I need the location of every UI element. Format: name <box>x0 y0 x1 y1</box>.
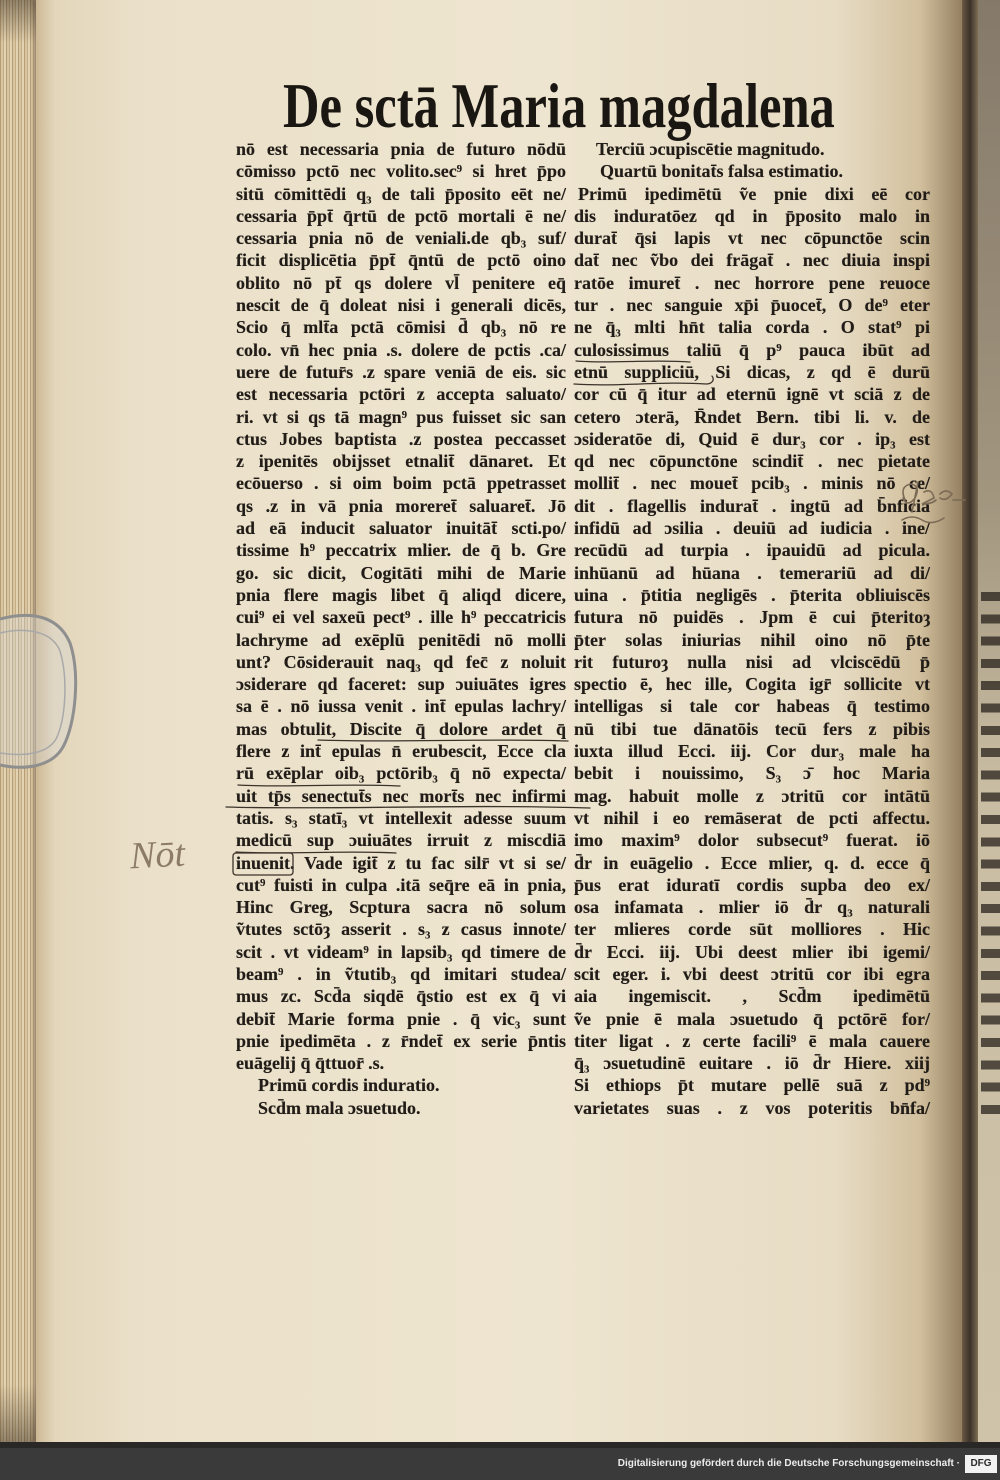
right-column-line: p̄ter solas iniurias nihil oino nō p̄te <box>574 629 930 650</box>
right-column-line: d̄r Ecci. iij. Ubi deest mlier ibi igemi/ <box>574 941 930 962</box>
right-column-line: imo maxim⁹ dolor subsecut⁹ fuerat. iō <box>574 830 930 851</box>
right-column-line: spectio ē, hec ille, Cogita igr̄ sollicite vt <box>574 674 930 695</box>
left-column-line: mus zc. Scd̄a siqdē q̄stio est ex q̄ vi <box>236 986 566 1007</box>
right-column-line: intelligas si tale cor habeas q̄ testimo <box>574 696 930 717</box>
left-column-line: ctus Jobes baptista .z postea peccasset <box>236 428 566 449</box>
left-column-line: cut⁹ fuisti in culpa .itā seq̄re eā in pnia, <box>236 874 566 895</box>
page-clip-icon <box>0 605 80 780</box>
left-column-line: ṽtutes sctōȝ asserit . s₃ z casus innote/ <box>236 919 566 940</box>
right-column-line: Primū ipedimētū ṽe pnie dixi eē cor <box>578 183 930 204</box>
running-title: De sctā Maria magdalena <box>283 70 835 141</box>
left-column-line: colo. vn̄ hec pnia .s. dolere de pctis .ca/ <box>236 339 566 360</box>
left-column-line: rū exēplar oib₃ pctōrib₃ q̄ nō expecta/ <box>236 763 566 784</box>
dfg-logo-icon: DFG <box>965 1455 997 1473</box>
right-column-line: p̄us erat iduratī cordis supba deo ex/ <box>574 874 930 895</box>
right-column-line: dit . flagellis indurat̄ . ingtū ad b̄nficia <box>574 495 930 516</box>
left-column-line: cessaria p̄pt̄ q̄rtū de pctō mortali ē ne/ <box>236 205 566 226</box>
left-column-line: beam⁹ . in ṽtutib₃ qd imitari studea/ <box>236 963 566 984</box>
left-column-line: debit̄ Marie forma pnie . q̄ vic₃ sunt <box>236 1008 566 1029</box>
right-column-line: d̄r in euāgelio . Ecce mlier, q. d. ecce q̄ <box>574 852 930 873</box>
left-column-line: est necessaria pctōri z accepta saluato/ <box>236 384 566 405</box>
left-column-line: ɔsiderare qd faceret: sup ɔuiuātes igres <box>236 674 566 695</box>
right-column-line: inhūanū ad hūana . temerariū ad di/ <box>574 562 930 583</box>
left-column-line: Hinc Greg, Scptura sacra nō solum <box>236 897 566 918</box>
left-column-line: Primū cordis induratio. <box>258 1075 440 1096</box>
right-column-line: qd nec cōpunctōne scindit̄ . nec pietate <box>574 451 930 472</box>
right-column-line: titer ligat . z certe facili⁹ ē mala cauere <box>574 1030 930 1051</box>
right-column-line: varietates suas . z vos poteritis bn̄fa/ <box>574 1097 930 1118</box>
left-text-column <box>236 138 566 1119</box>
right-column-line: q̄₃ ɔsuetudinē euitare . iō d̄r Hiere. xiij <box>574 1053 930 1074</box>
left-column-line: medicū sup ɔuiuātes irruit z miscdiā <box>236 830 566 851</box>
right-column-line: scit eger. i. vbi deest ɔtritū cor ibi egra <box>574 963 930 984</box>
left-column-line: unt? Cōsiderauit naq₃ qd fec̄ z noluit <box>236 651 566 672</box>
left-column-line: nescit de q̄ doleat nisi i generali dicēs, <box>236 295 566 316</box>
left-column-line: Scio q̄ mlt̄a pctā cōmisi d̄ qb₃ nō re <box>236 317 566 338</box>
right-column-line: rit futuroȝ nulla nisi ad vlciscēdū p̄ <box>574 651 930 672</box>
right-column-line: osa infamata . mlier iō d̄r q₃ naturali <box>574 897 930 918</box>
right-column-line: vt nihil i eo remāserat de pcti affectu. <box>574 807 930 828</box>
left-column-line: go. sic dicit, Cogitāti mihi de Marie <box>236 562 566 583</box>
right-column-line: culosissimus taliū q̄ p⁹ pauca ibūt ad <box>574 339 930 360</box>
left-column-line: flere z int̄ epulas n̄ erubescit, Ecce cla <box>236 741 566 762</box>
right-column-line: ratōe imuret̄ . nec horrore pene reuoce <box>574 272 930 293</box>
right-column-line: dat̄ nec ṽbo dei frāgat̄ . nec diuia inspi <box>574 250 930 271</box>
right-column-line: nū tibi tue dānatōis tecū fers z pibis <box>574 718 930 739</box>
right-column-line: mollit̄ . nec mouet̄ pcib₃ . minis nō ce/ <box>574 473 930 494</box>
binding-gutter <box>962 0 978 1442</box>
facing-page-text-edge <box>981 592 1000 1117</box>
right-column-line: recūdū ad turpia . ipauidū ad picula. <box>574 540 930 561</box>
left-column-line: ecōuerso . si oim boim pctā ppetrasset <box>236 473 566 494</box>
left-column-line: ficit displicētia p̄pt̄ q̄ntū de pctō oino <box>236 250 566 271</box>
right-column-line: Quartū bonitat̄s falsa estimatio. <box>600 161 843 182</box>
right-column-line: infidū ad ɔsilia . deuiū ad iudicia . ine/ <box>574 518 930 539</box>
right-text-column <box>574 138 930 1119</box>
right-column-line: ter mlieres corde sūt molliores . Hic <box>574 919 930 940</box>
footer-credit-text: Digitalisierung gefördert durch die Deutsche Forschungsgemeinschaft · <box>617 1458 960 1469</box>
right-column-line: bebit i nouissimo, S₃ ɔ̄ hoc Maria <box>574 763 930 784</box>
left-column-line: oblito nō pt̄ qs dolere vl̄ penitere eq̄ <box>236 272 566 293</box>
left-column-line: sitū cōmittēdi q₃ de tali p̄posito eēt ne/ <box>236 183 566 204</box>
right-column-line: mag. habuit molle z ɔtritū cor intātū <box>574 785 930 806</box>
right-column-line: tur . nec sanguie xp̄i p̄uocet̄, O de⁹ eter <box>574 295 930 316</box>
right-column-line: cor cū q̄ itur ad eternū ignē vt sciā z de <box>574 384 930 405</box>
left-column-line: Scd̄m mala ɔsuetudo. <box>258 1097 421 1118</box>
left-column-line: cōmisso pctō nec volito.sec⁹ si hret p̄po <box>236 161 566 182</box>
left-column-line: tatis. s₃ statī₃ vt intellexit adesse suum <box>236 807 566 828</box>
left-column-line: qs .z in vā pnia moreret̄ saluaret̄. Jō <box>236 495 566 516</box>
left-column-line: scit . vt videam⁹ in lapsib₃ qd timere de <box>236 941 566 962</box>
right-column-line: iuxta illud Ecci. iij. Cor dur₃ male ha <box>574 741 930 762</box>
right-column-line: ne q̄₃ mlti hn̄t talia corda . O stat⁹ pi <box>574 317 930 338</box>
left-column-line: ri. vt si qs tā magn⁹ pus fuisset sic san <box>236 406 566 427</box>
right-column-line: etnū suppliciū, Si dicas, z qd ē durū <box>574 361 930 382</box>
left-column-line: uit tp̄s senectut̄s nec mort̄s nec infirmi <box>236 785 566 806</box>
right-column-line: Terciū ɔcupiscētie magnitudo. <box>596 139 825 159</box>
left-column-line: tissime h⁹ peccatrix mlier. de q̄ b. Gre <box>236 540 566 561</box>
left-column-line: mas obtulit, Discite q̄ dolore ardet q̄ <box>236 718 566 739</box>
handwritten-margin-note: Nōt <box>128 832 186 878</box>
right-column-line: durat̄ q̄si lapis vt nec cōpunctōe scin <box>574 228 930 249</box>
left-column-line: pnie ipedimēta . z r̄ndet̄ ex serie p̄ntis <box>236 1030 566 1051</box>
left-column-line: uere de futur̄s .z spare veniā de eis. sic <box>236 361 566 382</box>
right-column-line: ɔsideratōe di, Quid ē dur₃ cor . ip₃ est <box>574 428 930 449</box>
right-column-line: dis induratōez qd in p̄posito malo in <box>574 205 930 226</box>
right-column-line: ṽe pnie ē mala ɔsuetudo q̄ pctōrē for/ <box>574 1008 930 1029</box>
left-column-line: euāgelij q̄ q̄ttuor̄ .s. <box>236 1053 385 1074</box>
right-column-line: futura nō puidēs . Jpm ē cui p̄teritoȝ <box>574 607 930 628</box>
left-column-line: z ipenitēs obijsset etnalit̄ dānaret. Et <box>236 451 566 472</box>
left-column-line: sa ē . nō iussa venit . int̄ epulas lachry/ <box>236 696 566 717</box>
left-column-line: cessaria pnia nō de veniali.de qb₃ suf/ <box>236 228 566 249</box>
left-column-line: inuenit. Vade igit̄ z tu fac silr̄ vt si se/ <box>236 852 566 873</box>
right-column-line: cetero ɔterā, R̄ndet Bern. tibi li. v. de <box>574 406 930 427</box>
right-column-line: aia ingemiscit. , Scd̄m ipedimētū <box>574 986 930 1007</box>
right-column-line: Si ethiops p̄t mutare pellē suā z pd⁹ <box>574 1075 930 1096</box>
digitization-footer <box>0 1448 1000 1480</box>
left-column-line: cui⁹ ei vel saxeū pect⁹ . ille h⁹ peccatricis <box>236 607 566 628</box>
right-column-line: uina . p̄titia negligēs . p̄terita obliuiscēs <box>574 584 930 605</box>
left-column-line: lachryme ad exēplū penitēdi nō molli <box>236 629 566 650</box>
left-column-line: nō est necessaria pnia de futuro nōdū <box>236 139 566 159</box>
left-column-line: ad eā inducit saluator inuitāt̄ scti.po/ <box>236 518 566 539</box>
left-column-line: pnia flere magis libet q̄ aliqd dicere, <box>236 584 566 605</box>
